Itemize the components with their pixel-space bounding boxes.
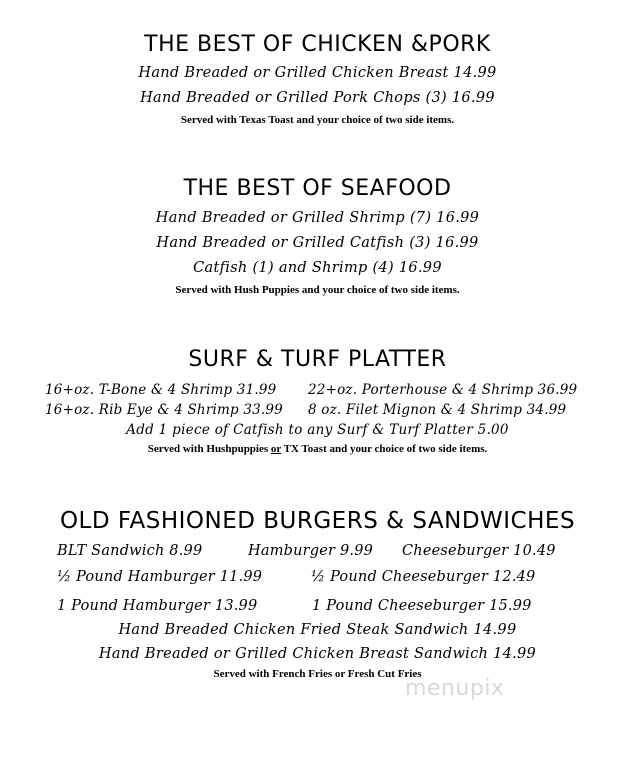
menu-item: 16+oz. T-Bone & 4 Shrimp 31.99: [45, 382, 277, 398]
menu-item: 1 Pound Hamburger 13.99: [57, 598, 258, 614]
section-note: Served with Hushpuppies or TX Toast and your choice of two side items.: [147, 443, 488, 455]
section-title-chicken-pork: THE BEST OF CHICKEN &PORK: [144, 32, 491, 57]
section-title-seafood: THE BEST OF SEAFOOD: [183, 176, 452, 201]
menu-item: 8 oz. Filet Mignon & 4 Shrimp 34.99: [308, 402, 567, 418]
menu-item: Hamburger 9.99: [248, 543, 374, 559]
watermark-logo: menupix: [405, 676, 505, 701]
menu-item: Hand Breaded or Grilled Chicken Breast 14.99: [138, 65, 497, 81]
menu-item: Cheeseburger 10.49: [402, 543, 556, 559]
menu-item: 16+oz. Rib Eye & 4 Shrimp 33.99: [45, 402, 283, 418]
menu-item: 1 Pound Cheeseburger 15.99: [312, 598, 532, 614]
menu-item: Catfish (1) and Shrimp (4) 16.99: [193, 260, 442, 276]
section-note: Served with Texas Toast and your choice of two side items.: [180, 114, 455, 126]
section-title-surf-turf: SURF & TURF PLATTER: [188, 347, 447, 372]
menu-item: Hand Breaded or Grilled Chicken Breast Sandwich 14.99: [98, 646, 537, 662]
menu-item: 22+oz. Porterhouse & 4 Shrimp 36.99: [308, 382, 578, 398]
menu-item: Hand Breaded or Grilled Pork Chops (3) 16.99: [140, 90, 495, 106]
menu-item: BLT Sandwich 8.99: [57, 543, 203, 559]
menu-item: Hand Breaded or Grilled Shrimp (7) 16.99: [155, 210, 480, 226]
menu-item: ½ Pound Cheeseburger 12.49: [311, 569, 536, 585]
section-title-burgers: OLD FASHIONED BURGERS & SANDWICHES: [59, 508, 576, 534]
addon-line: Add 1 piece of Catfish to any Surf & Turf Platter 5.00: [126, 422, 509, 438]
section-note: Served with French Fries or Fresh Cut Fries: [213, 668, 422, 680]
menu-item: ½ Pound Hamburger 11.99: [57, 569, 263, 585]
section-note: Served with Hush Puppies and your choice of two side items.: [175, 284, 460, 296]
menu-item: Hand Breaded Chicken Fried Steak Sandwich 14.99: [118, 622, 517, 638]
menu-item: Hand Breaded or Grilled Catfish (3) 16.99: [156, 235, 479, 251]
